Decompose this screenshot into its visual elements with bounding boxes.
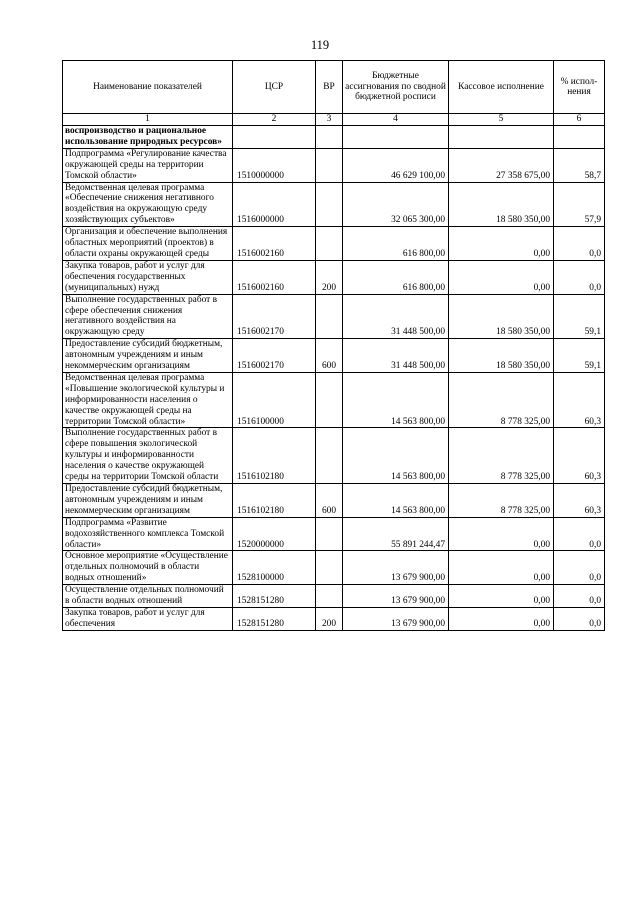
row-cash: 18 580 350,00 [449, 182, 554, 227]
row-name: Осуществление отдельных полномочий в области водных отношений [63, 585, 233, 608]
row-percent: 0,0 [554, 551, 605, 585]
row-cash: 18 580 350,00 [449, 294, 554, 339]
row-name: Организация и обеспечение выполнения областных мероприятий (проектов) в области охраны окружающей среды [63, 227, 233, 261]
row-csr: 1516100000 [233, 372, 316, 428]
row-percent: 60,3 [554, 372, 605, 428]
row-csr: 1516002170 [233, 339, 316, 373]
row-name: Ведомственная целевая программа «Повышение экологической культуры и информированности населения о качестве окружающей среды на территории Томской области» [63, 372, 233, 428]
row-percent: 0,0 [554, 517, 605, 551]
row-name: Предоставление субсидий бюджетным, автономным учреждениям и иным некоммерческим организациям [63, 484, 233, 518]
page-number: 119 [310, 38, 330, 52]
row-budget: 14 563 800,00 [343, 484, 449, 518]
row-budget: 31 448 500,00 [343, 339, 449, 373]
table-row [63, 182, 605, 227]
table-row [63, 585, 605, 608]
row-vr [316, 517, 343, 551]
row-cash: 8 778 325,00 [449, 428, 554, 484]
table-row [63, 607, 605, 630]
row-vr: 600 [316, 484, 343, 518]
row-cash: 8 778 325,00 [449, 484, 554, 518]
row-csr: 1528151280 [233, 607, 316, 630]
row-cash: 0,00 [449, 585, 554, 608]
table-row [63, 484, 605, 518]
row-csr: 1516102180 [233, 484, 316, 518]
row-budget: 616 800,00 [343, 227, 449, 261]
row-percent: 0,0 [554, 607, 605, 630]
row-cash: 18 580 350,00 [449, 339, 554, 373]
row-budget: 31 448 500,00 [343, 294, 449, 339]
row-vr [316, 551, 343, 585]
row-vr [316, 428, 343, 484]
row-vr: 600 [316, 339, 343, 373]
header-budget: Бюджетные ассигнования по сводной бюджетной росписи [343, 61, 449, 114]
table-row [63, 294, 605, 339]
row-name: Подпрограмма «Развитие водохозяйственного комплекса Томской области» [63, 517, 233, 551]
row-vr [316, 294, 343, 339]
table-row [63, 517, 605, 551]
table-header-row [63, 61, 605, 114]
row-name: Закупка товаров, работ и услуг для обеспечения [63, 607, 233, 630]
row-csr: 1528100000 [233, 551, 316, 585]
row-cash: 0,00 [449, 607, 554, 630]
row-name: Закупка товаров, работ и услуг для обеспечения государственных (муниципальных) нужд [63, 260, 233, 294]
header-percent: % испол-нения [554, 61, 605, 114]
table-row [63, 551, 605, 585]
row-budget: 14 563 800,00 [343, 428, 449, 484]
row-percent: 0,0 [554, 585, 605, 608]
row-vr [316, 126, 343, 149]
table-row [63, 260, 605, 294]
row-budget: 14 563 800,00 [343, 372, 449, 428]
header-vr: ВР [316, 61, 343, 114]
row-csr: 1520000000 [233, 517, 316, 551]
row-percent: 0,0 [554, 227, 605, 261]
row-cash: 27 358 675,00 [449, 148, 554, 182]
column-number: 5 [449, 114, 554, 126]
row-csr [233, 126, 316, 149]
row-budget [343, 126, 449, 149]
row-csr: 1516002170 [233, 294, 316, 339]
row-name: Выполнение государственных работ в сфере повышения экологической культуры и информированности населения о качестве окружающей среды на территории Томской области [63, 428, 233, 484]
row-vr [316, 182, 343, 227]
row-name: Подпрограмма «Регулирование качества окружающей среды на территории Томской области» [63, 148, 233, 182]
row-cash: 8 778 325,00 [449, 372, 554, 428]
row-budget: 13 679 900,00 [343, 551, 449, 585]
row-budget: 55 891 244,47 [343, 517, 449, 551]
row-budget: 46 629 100,00 [343, 148, 449, 182]
row-csr: 1510000000 [233, 148, 316, 182]
row-cash: 0,00 [449, 551, 554, 585]
column-number: 3 [316, 114, 343, 126]
row-budget: 32 065 300,00 [343, 182, 449, 227]
row-budget: 13 679 900,00 [343, 585, 449, 608]
row-percent: 58,7 [554, 148, 605, 182]
row-vr: 200 [316, 607, 343, 630]
row-name: Основное мероприятие «Осуществление отдельных полномочий в области водных отношений» [63, 551, 233, 585]
column-number: 6 [554, 114, 605, 126]
row-csr: 1516102180 [233, 428, 316, 484]
row-vr [316, 372, 343, 428]
column-number: 2 [233, 114, 316, 126]
row-vr [316, 227, 343, 261]
table-row [63, 148, 605, 182]
row-name: Выполнение государственных работ в сфере обеспечения снижения негативного воздействия на окружающую среду [63, 294, 233, 339]
table-row [63, 126, 605, 149]
row-csr: 1516002160 [233, 227, 316, 261]
header-indicator-name: Наименование показателей [63, 61, 233, 114]
row-vr [316, 585, 343, 608]
row-csr: 1528151280 [233, 585, 316, 608]
row-percent: 0,0 [554, 260, 605, 294]
row-csr: 1516002160 [233, 260, 316, 294]
row-vr [316, 148, 343, 182]
row-name: воспроизводство и рациональное использование природных ресурсов» [63, 126, 233, 149]
budget-execution-table [62, 60, 605, 631]
row-budget: 616 800,00 [343, 260, 449, 294]
row-percent: 59,1 [554, 294, 605, 339]
row-cash [449, 126, 554, 149]
column-number: 4 [343, 114, 449, 126]
row-percent: 57,9 [554, 182, 605, 227]
table-row [63, 372, 605, 428]
row-percent: 60,3 [554, 484, 605, 518]
table-row [63, 428, 605, 484]
row-cash: 0,00 [449, 260, 554, 294]
header-cash: Кассовое исполнение [449, 61, 554, 114]
table-row [63, 339, 605, 373]
row-csr: 1516000000 [233, 182, 316, 227]
row-percent: 60,3 [554, 428, 605, 484]
column-numbers-row [63, 114, 605, 126]
table-row [63, 227, 605, 261]
row-budget: 13 679 900,00 [343, 607, 449, 630]
row-name: Предоставление субсидий бюджетным, автономным учреждениям и иным некоммерческим организациям [63, 339, 233, 373]
header-csr: ЦСР [233, 61, 316, 114]
row-name: Ведомственная целевая программа «Обеспечение снижения негативного воздействия на окружающую среду хозяйствующих субъектов» [63, 182, 233, 227]
row-cash: 0,00 [449, 227, 554, 261]
row-vr: 200 [316, 260, 343, 294]
row-percent: 59,1 [554, 339, 605, 373]
row-cash: 0,00 [449, 517, 554, 551]
row-percent [554, 126, 605, 149]
column-number: 1 [63, 114, 233, 126]
